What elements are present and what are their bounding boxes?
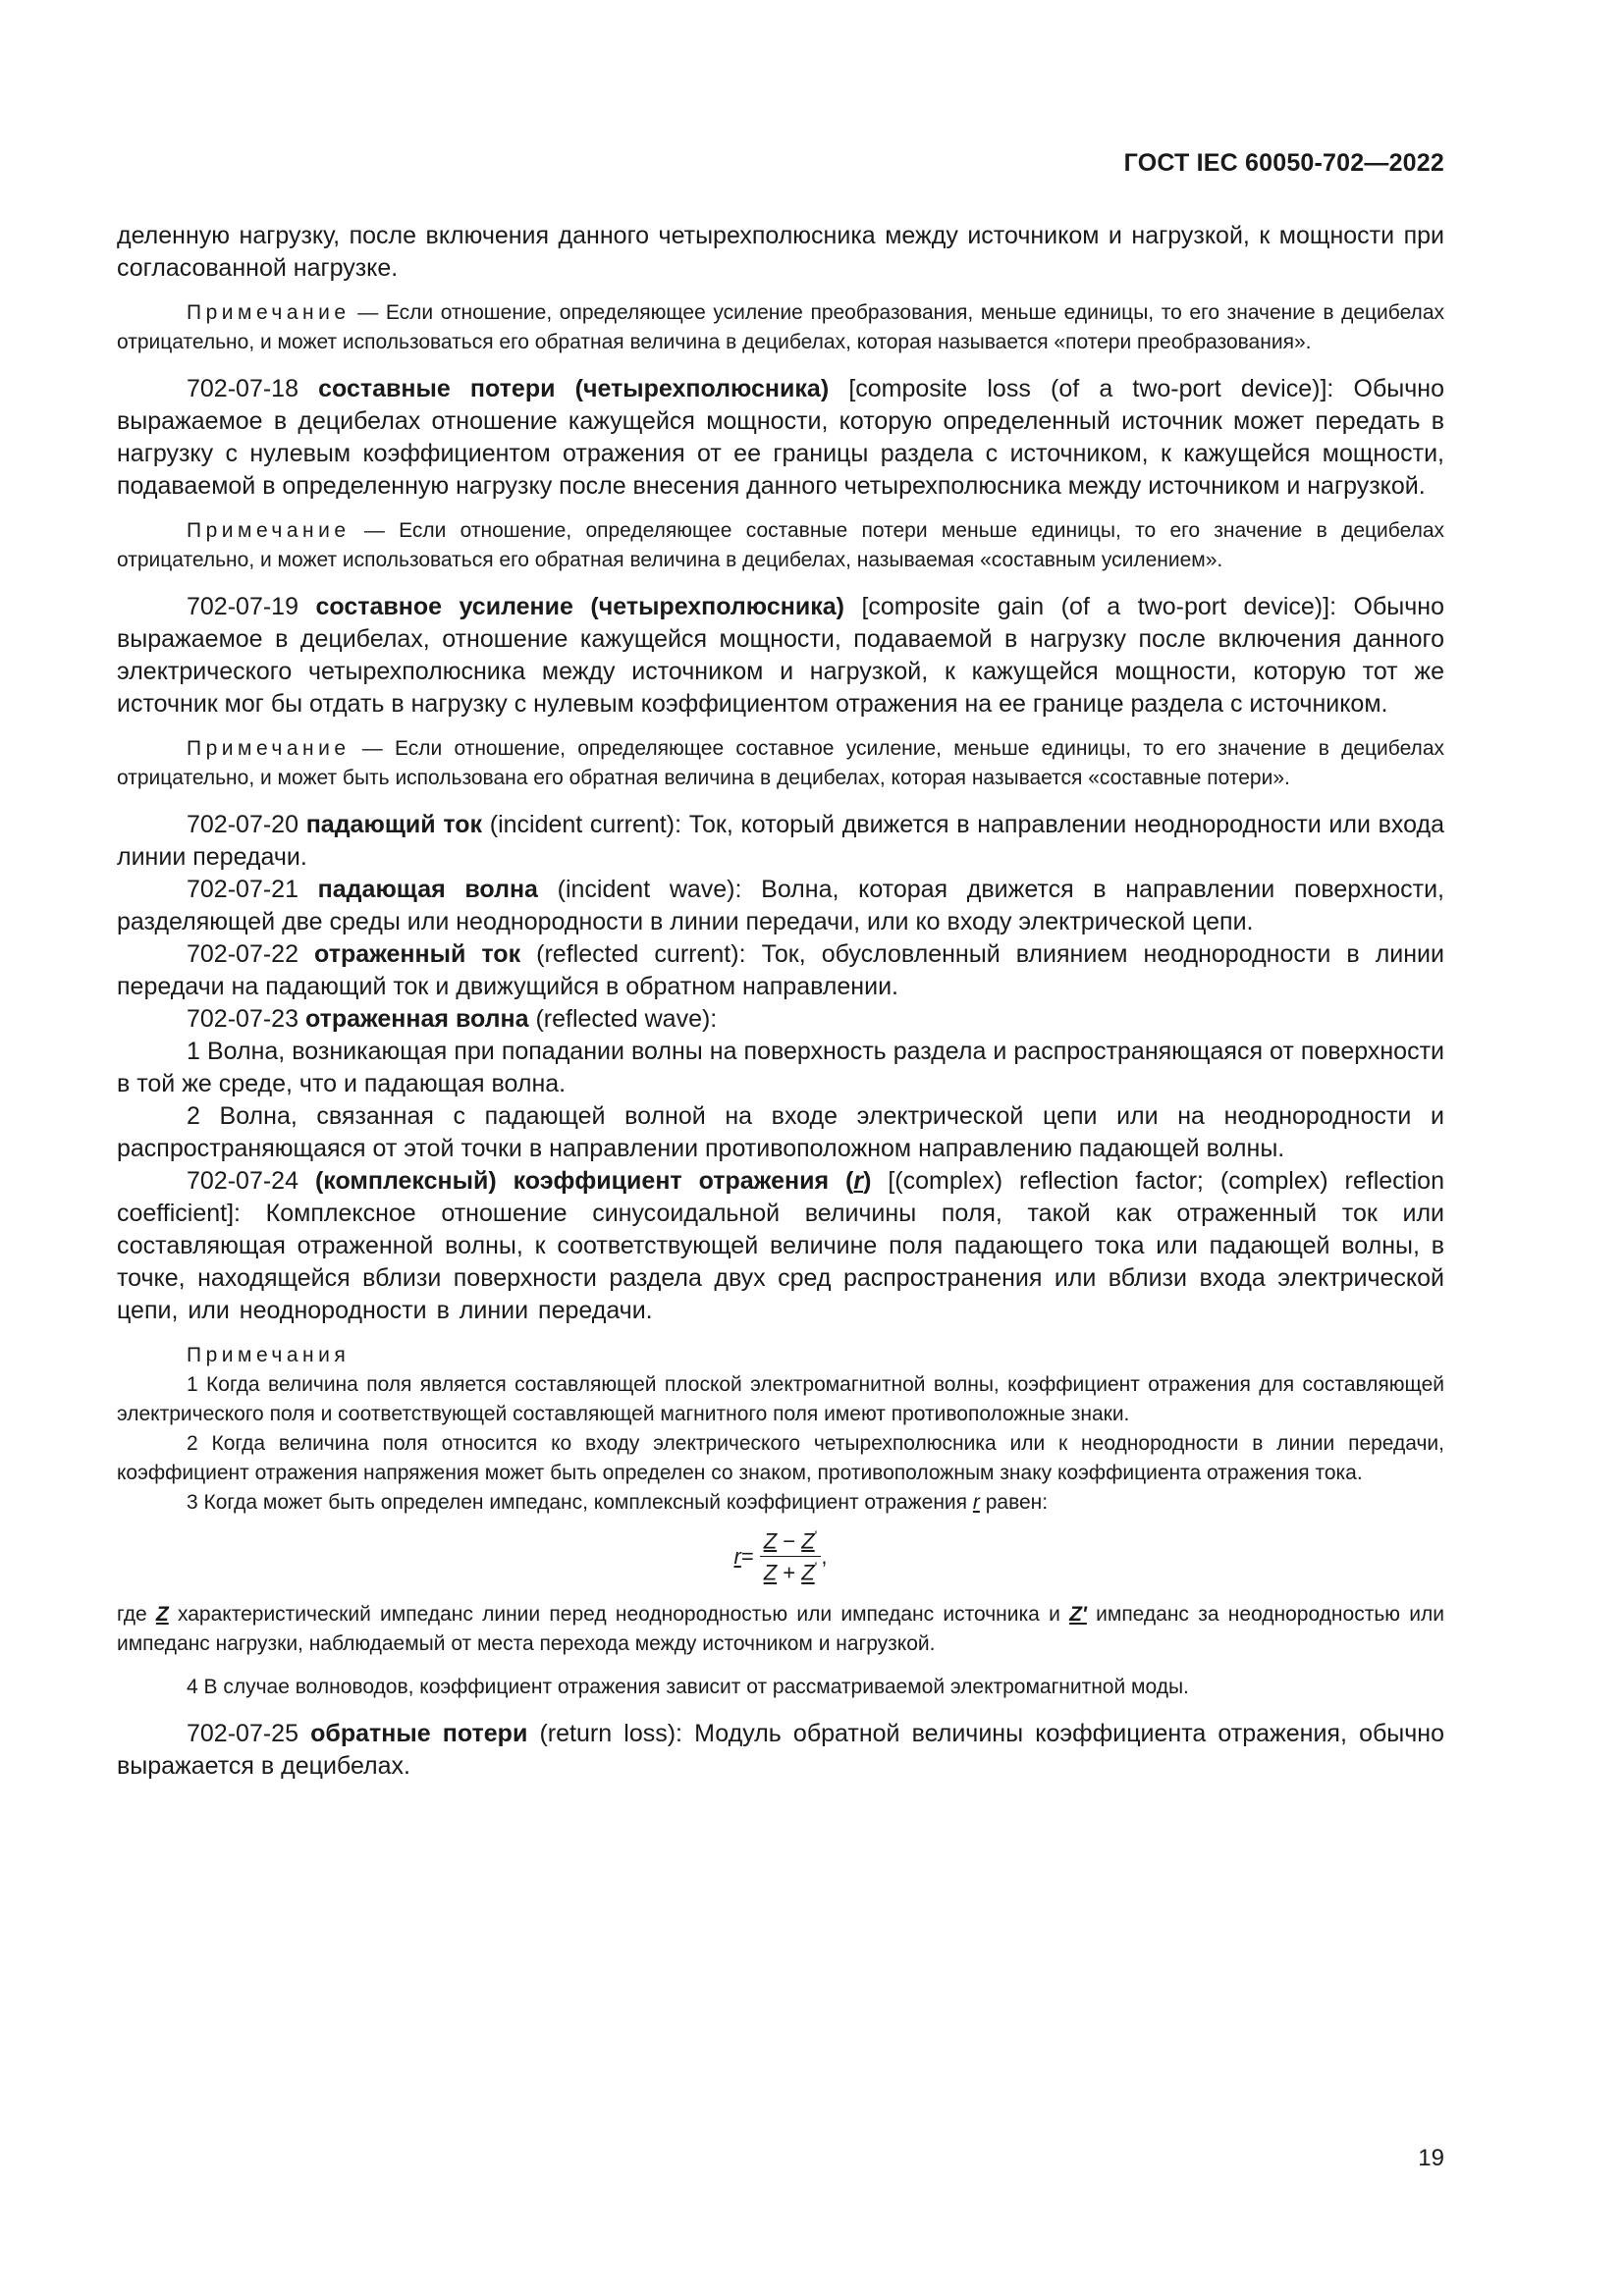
note-text: — Если отношение, определяющее усиление преобразования, меньше единицы, то его значение в децибелах отрицательно, и может использоваться его обратная величина в децибелах, которая называется «потери преобразования». — [117, 301, 1444, 353]
formula-denominator — [760, 1557, 822, 1585]
term-702-07-24 — [117, 1165, 1444, 1327]
page-number: 19 — [1418, 2145, 1444, 2171]
term-name: отраженный ток — [314, 940, 521, 968]
z-prime-symbol: Z — [801, 1528, 815, 1554]
z-prime-symbol: Z' — [1069, 1602, 1087, 1626]
notes-heading — [117, 1341, 1444, 1370]
formula-numerator — [760, 1527, 822, 1557]
term-702-07-21 — [117, 874, 1444, 938]
z-symbol: Z — [763, 1528, 778, 1554]
note-1 — [117, 298, 1444, 357]
formula-fraction — [760, 1527, 822, 1586]
term-702-07-22 — [117, 938, 1444, 1003]
term-number: 702-07-19 — [187, 593, 316, 620]
term-number: 702-07-18 — [187, 375, 319, 402]
document-header: ГОСТ IEC 60050-702—2022 — [1123, 149, 1444, 177]
note-24-1: 1 Когда величина поля является составляющей плоской электромагнитной волны, коэффициент отражения для составляющей электрического поля и соответствующей составляющей магнитного поля имеют противоположные знаки. — [117, 1373, 1444, 1425]
note-24-2: 2 Когда величина поля относится ко входу электрического четырехполюсника или к неоднородности в линии передачи, коэффициент отражения напряжения может быть определен со знаком, противоположным знаку коэффициента отражения тока. — [117, 1432, 1444, 1484]
reflection-formula — [117, 1527, 1444, 1586]
note-3 — [117, 734, 1444, 793]
term-definition: (return loss): Модуль обратной величины коэффициента отражения, обычно выражается в децибелах. — [117, 1719, 1444, 1780]
z-prime-symbol: Z — [801, 1560, 815, 1585]
term-definition: [composite loss (of a two-port device)]: Обычно выражаемое в децибелах отношение кажущейся мощности, которую определенный источник может передать в нагрузку с нулевым коэффициентом отражения от ее границы раздела с источником, к кажущейся мощности, подаваемой в определенную нагрузку после внесения данного четырехполюсника между источником и нагрузкой. — [117, 375, 1444, 500]
term-702-07-25 — [117, 1718, 1444, 1783]
term-name-end: ) — [863, 1167, 872, 1195]
term-name: составные потери (четырехполюсника) — [318, 375, 830, 402]
note-24-4: 4 В случае волноводов, коэффициент отражения зависит от рассматриваемой электромагнитной моды. — [187, 1675, 1189, 1698]
plus-sign: + — [777, 1560, 802, 1585]
note-label: Примечание — [187, 737, 351, 760]
term-symbol: r — [853, 1167, 864, 1195]
prime-mark: ' — [814, 1527, 818, 1543]
term-definition: (reflected current): Ток, обусловленный влиянием неоднородности в линии передачи на падающий ток и движущийся в обратном направлении. — [117, 940, 1444, 1000]
where-text: где — [117, 1602, 156, 1626]
term-number: 702-07-24 — [187, 1167, 315, 1195]
note-label: Примечание — [187, 519, 351, 542]
where-text: характеристический импеданс линии перед неоднородностью или импеданс источника и — [168, 1602, 1070, 1626]
term-name: падающая волна — [317, 876, 538, 903]
note-24-3 — [117, 1488, 1444, 1518]
note-2 — [117, 516, 1444, 575]
term-702-07-20 — [117, 809, 1444, 874]
term-definition: (incident current): Ток, который движется в направлении неоднородности или входа линии передачи. — [117, 811, 1444, 871]
term-definition: [composite gain (of a two-port device)]: Обычно выражаемое в децибелах, отношение кажущейся мощности, подаваемой в нагрузку после включения данного электрического четырехполюсника между источником и нагрузкой, к кажущейся мощности, которую тот же источник мог бы отдать в нагрузку с нулевым коэффициентом отражения на ее границе раздела с источником. — [117, 593, 1444, 718]
note-text: — Если отношение, определяющее составное усиление, меньше единицы, то его значение в децибелах отрицательно, и может быть использована его обратная величина в децибелах, которая называется «составные потери». — [117, 737, 1444, 789]
formula-explanation — [117, 1600, 1444, 1659]
formula-equals: = — [740, 1543, 754, 1569]
note-text: 3 Когда может быть определен импеданс, комплексный коэффициент отражения — [187, 1491, 973, 1514]
term-number: 702-07-20 — [187, 811, 306, 838]
formula-lhs: r — [733, 1543, 741, 1569]
continued-paragraph: деленную нагрузку, после включения данного четырехполюсника между источником и нагрузкой, к мощности при согласованной нагрузке. — [117, 222, 1444, 282]
term-702-07-19 — [117, 591, 1444, 721]
minus-sign: − — [777, 1528, 802, 1554]
notes-label: Примечания — [187, 1344, 351, 1366]
term-number: 702-07-21 — [187, 876, 318, 903]
note-label: Примечание — [187, 301, 351, 324]
term-definition: (reflected wave): — [528, 1005, 718, 1033]
symbol-r: r — [972, 1491, 980, 1514]
term-definition: (incident wave): Волна, которая движется в направлении поверхности, разделяющей две среды или неоднородности в линии передачи, или ко входу электрической цепи. — [117, 876, 1444, 935]
term-name: отраженная волна — [304, 1005, 529, 1033]
term-number: 702-07-23 — [187, 1005, 305, 1033]
page-body — [117, 220, 1444, 1783]
term-definition: [(complex) reflection factor; (complex) reflection coefficient]: Комплексное отношение синусоидальной величины поля, такой как отраженный ток или составляющая отраженной волны, к соответствующей величине поля падающего тока или падающей волны, в точке, находящейся вблизи поверхности раздела двух сред распространения или вблизи входа электрической цепи, или неоднородности в линии передачи. — [117, 1167, 1444, 1324]
note-text-end: равен: — [979, 1491, 1049, 1514]
term-name: падающий ток — [305, 811, 483, 838]
term-name: обратные потери — [310, 1719, 528, 1747]
term-702-07-23-sense-1: 1 Волна, возникающая при попадании волны на поверхность раздела и распространяющаяся от поверхности в той же среде, что и падающая волна. — [117, 1038, 1444, 1097]
prime-mark: ' — [814, 1559, 818, 1575]
where-text: импеданс за неоднородностью или импеданс нагрузки, наблюдаемый от места перехода между источником и нагрузкой. — [117, 1602, 1444, 1655]
term-702-07-23 — [117, 1003, 1444, 1036]
term-number: 702-07-25 — [187, 1719, 311, 1747]
term-name: составное усиление (четырехполюсника) — [315, 593, 844, 620]
term-number: 702-07-22 — [187, 940, 315, 968]
note-text: — Если отношение, определяющее составные потери меньше единицы, то его значение в децибелах отрицательно, и может использоваться его обратная величина в децибелах, называемая «составным усилением». — [117, 519, 1444, 571]
z-symbol: Z — [155, 1602, 169, 1626]
term-702-07-18 — [117, 373, 1444, 503]
z-symbol: Z — [763, 1560, 778, 1585]
term-name: (комплексный) коэффициент отражения ( — [314, 1167, 854, 1195]
formula-comma: , — [821, 1543, 828, 1569]
term-702-07-23-sense-2: 2 Волна, связанная с падающей волной на входе электрической цепи или на неоднородности и распространяющаяся от этой точки в направлении противоположном направлению падающей волны. — [117, 1102, 1444, 1162]
